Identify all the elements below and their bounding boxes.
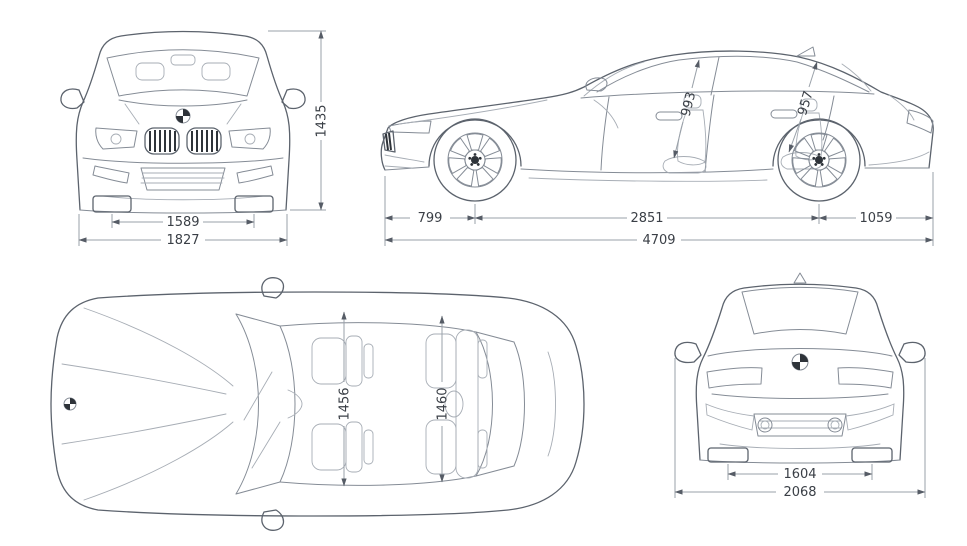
top-body-outline: [51, 292, 584, 516]
front-car-drawing: [61, 32, 305, 214]
side-mirror-left: [262, 278, 284, 298]
front-headroom-label: 993: [678, 90, 700, 119]
shark-fin-antenna: [797, 47, 815, 56]
taillight-left: [707, 368, 762, 388]
antenna-fin: [794, 273, 806, 283]
side-dim-overall-length: [385, 233, 933, 248]
rear-view: [650, 252, 950, 520]
side-dim-front-headroom: [674, 60, 699, 158]
front-track-width-label: 1589: [166, 215, 200, 230]
rear-interior-width-label: 1460: [435, 387, 451, 421]
center-air-intake: [141, 168, 225, 190]
top-dim-rear-interior-width: [436, 316, 451, 482]
rear-overhang-label: 1059: [859, 211, 893, 226]
bumper-pocket-left: [706, 404, 754, 430]
front-view: [28, 0, 338, 258]
top-car-drawing: [51, 278, 584, 531]
side-dim-front-overhang: [385, 211, 475, 226]
rear-wheel-left: [708, 448, 748, 462]
headrest-left: [136, 63, 164, 80]
windshield: [107, 50, 259, 96]
rear-diffuser: [754, 414, 846, 436]
front-overhang-label: 799: [417, 211, 443, 226]
overall-length-label: 4709: [642, 233, 676, 248]
rear-wheel: [778, 119, 860, 201]
rear-car-drawing: [675, 273, 925, 463]
taillight-right: [838, 368, 893, 388]
side-mirror-left: [61, 89, 84, 108]
side-body-outline: [381, 51, 933, 170]
bmw-roundel-icon: [64, 398, 76, 410]
top-view: [26, 272, 616, 536]
rear-body-outline: [696, 284, 904, 460]
wiper-right: [252, 422, 280, 468]
rear-window: [742, 288, 858, 335]
door-handle-rear: [771, 110, 797, 118]
rear-track-width-label: 1604: [783, 467, 817, 482]
front-interior-width-label: 1456: [337, 387, 353, 421]
rear-window-rear-edge: [514, 342, 525, 466]
bmw-roundel-icon: [792, 354, 808, 370]
side-dim-wheelbase: [475, 211, 819, 226]
rear-headroom-label: 957: [795, 89, 817, 118]
bumper-pocket-right: [846, 404, 894, 430]
b-pillar: [711, 57, 719, 95]
windshield-front-edge: [236, 314, 259, 494]
headrest-right: [202, 63, 230, 80]
rearview-mirror: [171, 55, 195, 65]
front-height-label: 1435: [314, 104, 330, 138]
rear-wheel-right: [852, 448, 892, 462]
rear-window-front-edge: [476, 332, 493, 476]
side-mirror-right: [262, 510, 284, 530]
wheelbase-label: 2851: [630, 211, 664, 226]
exhaust-right: [828, 418, 842, 432]
side-intake-right: [237, 166, 273, 183]
beltline: [581, 91, 874, 98]
rear-overall-width-label: 2068: [783, 485, 817, 500]
rear-dim-track-width: [728, 464, 872, 482]
front-overall-width-label: 1827: [166, 233, 200, 248]
bmw-roundel-icon: [176, 109, 190, 123]
side-dim-rear-overhang: [819, 211, 933, 226]
side-car-drawing: [381, 47, 933, 201]
side-mirror-right: [282, 89, 305, 108]
side-view: [362, 0, 954, 252]
windshield-rear-edge: [280, 326, 295, 482]
front-wheel: [434, 119, 516, 201]
front-dim-height: [268, 31, 330, 210]
roofline-inner: [597, 56, 869, 92]
front-dim-track-width: [112, 214, 254, 230]
side-intake-left: [93, 166, 129, 183]
headlight-left: [96, 128, 137, 149]
side-mirror-left: [675, 342, 701, 362]
kidney-grille: [145, 128, 221, 154]
headlight-right: [229, 128, 270, 149]
taillight: [907, 110, 933, 133]
exhaust-left: [758, 418, 772, 432]
side-mirror-right: [899, 342, 925, 362]
